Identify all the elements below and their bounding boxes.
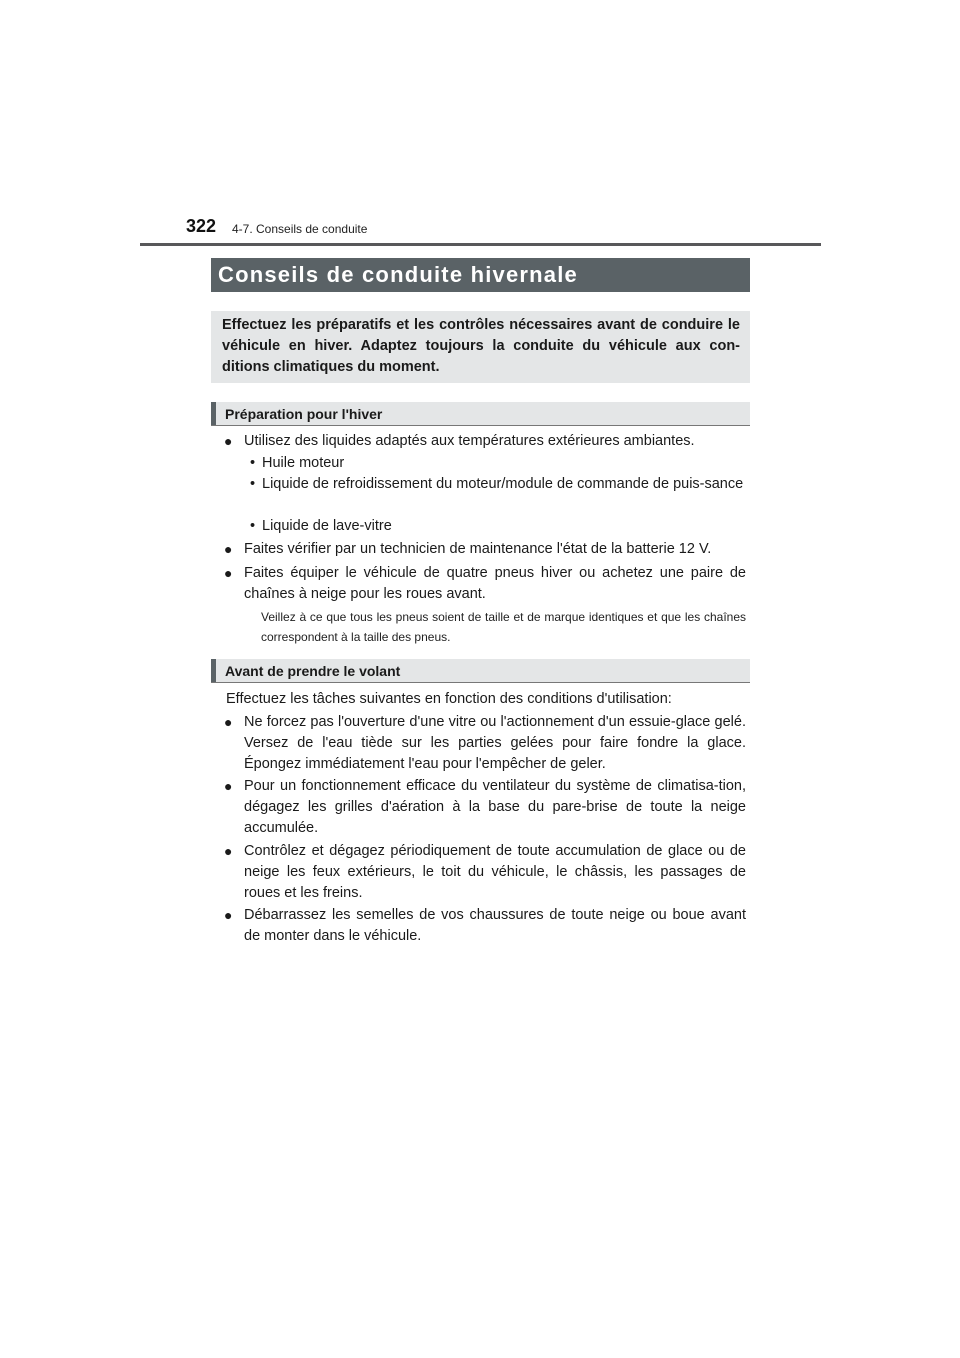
bullet-item: [224, 776, 746, 839]
bullet-text: Contrôlez et dégagez périodiquement de toute accumulation de glace ou de neige les feux extérieurs, le toit du véhicule, le châssis, les passages de roues et les freins.: [244, 843, 746, 901]
bullet-text: Utilisez des liquides adaptés aux températures extérieures ambiantes.: [244, 433, 695, 449]
bullet-item: [224, 563, 746, 605]
subheading-winter-prep: Préparation pour l'hiver: [211, 402, 750, 426]
section-label: 4-7. Conseils de conduite: [232, 222, 368, 236]
sub-item: [250, 453, 746, 474]
sub-text: Liquide de refroidissement du moteur/module de commande de puis-sance: [262, 476, 744, 492]
bullet-icon: ●: [224, 541, 233, 557]
subheading-before-driving: Avant de prendre le volant: [211, 659, 750, 683]
tire-note: Veillez à ce que tous les pneus soient de taille et de marque identiques et que les chaînes correspondent à la taille des pneus.: [261, 610, 746, 644]
sub-bullet-icon: •: [250, 455, 256, 471]
sub-text: Liquide de lave-vitre: [262, 518, 392, 534]
bullet-text: Faites vérifier par un technicien de maintenance l'état de la batterie 12 V.: [244, 541, 712, 557]
page-number: 322: [186, 216, 217, 236]
bullet-icon: ●: [224, 907, 233, 923]
bullet-item: [224, 712, 746, 775]
sub-bullet-icon: •: [250, 476, 256, 492]
bullet-text: Faites équiper le véhicule de quatre pneus hiver ou achetez une paire de chaînes à neige pour les roues avant.: [244, 565, 746, 602]
intro-box: Effectuez les préparatifs et les contrôles nécessaires avant de conduire le véhicule en hiver. Adaptez toujours la conduite du véhicule aux con-ditions climatiques du moment.: [211, 311, 750, 383]
page-title: Conseils de conduite hivernale: [211, 258, 750, 292]
sub-text: Huile moteur: [262, 455, 345, 471]
bullet-text: Débarrassez les semelles de vos chaussures de toute neige ou boue avant de monter dans le véhicule.: [244, 907, 746, 944]
header-rule: [140, 243, 821, 246]
bullet-item: [224, 905, 746, 947]
bullet-icon: ●: [224, 714, 233, 730]
sub-bullet-icon: •: [250, 518, 256, 534]
bullet-item: [224, 539, 746, 560]
bullet-item: [224, 431, 746, 452]
sub-item: [250, 474, 746, 495]
bullet-icon: ●: [224, 843, 233, 859]
bullet-text: Ne forcez pas l'ouverture d'une vitre ou l'actionnement d'un essuie-glace gelé. Versez de l'eau tiède sur les parties gelées pour faire fondre la glace. Épongez immédiatement l'eau pour l'empêcher de geler.: [244, 714, 746, 772]
bullet-icon: ●: [224, 778, 233, 794]
sub-item: [250, 516, 746, 537]
lead-paragraph: Effectuez les tâches suivantes en fonction des conditions d'utilisation:: [226, 691, 672, 707]
bullet-item: [224, 841, 746, 904]
bullet-icon: ●: [224, 433, 233, 449]
bullet-text: Pour un fonctionnement efficace du ventilateur du système de climatisa-tion, dégagez les grilles d'aération à la base du pare-brise de toute la neige accumulée.: [244, 778, 746, 836]
bullet-icon: ●: [224, 565, 233, 581]
